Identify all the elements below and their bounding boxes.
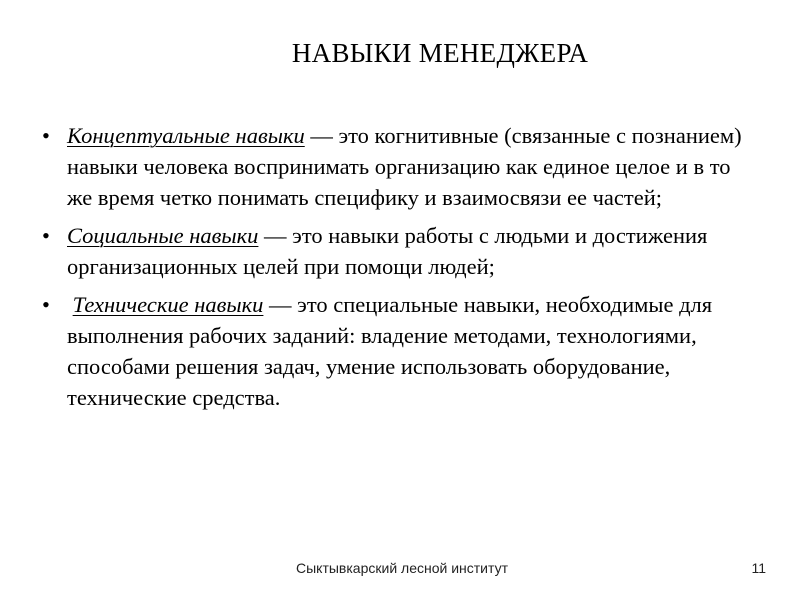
bullet-term: Социальные навыки [67, 223, 259, 248]
bullet-list [36, 120, 756, 420]
bullet-item-conceptual [36, 120, 756, 213]
bullet-marker: • [42, 123, 50, 148]
bullet-marker: • [42, 223, 50, 248]
slide-title: НАВЫКИ МЕНЕДЖЕРА [291, 38, 589, 68]
bullet-item-technical [36, 289, 756, 413]
bullet-term: Технические навыки [72, 292, 264, 317]
bullet-text: — это навыки работы с людьми и достижения организационных целей при помощи людей; [67, 223, 708, 279]
page-number: 11 [751, 560, 766, 576]
bullet-text: — это специальные навыки, необходимые для выполнения рабочих заданий: владение методами, технологиями, способами решения задач, умение использовать оборудование, технические средства. [67, 292, 713, 410]
bullet-marker: • [42, 292, 50, 317]
bullet-item-social [36, 220, 756, 282]
bullet-term: Концептуальные навыки [67, 123, 305, 148]
bullet-text: — это когнитивные (связанные с познанием) навыки человека воспринимать организацию как единое целое и в то же время четко понимать специфику и взаимосвязи ее частей; [67, 123, 742, 210]
footer-organization: Сыктывкарский лесной институт [296, 560, 508, 576]
